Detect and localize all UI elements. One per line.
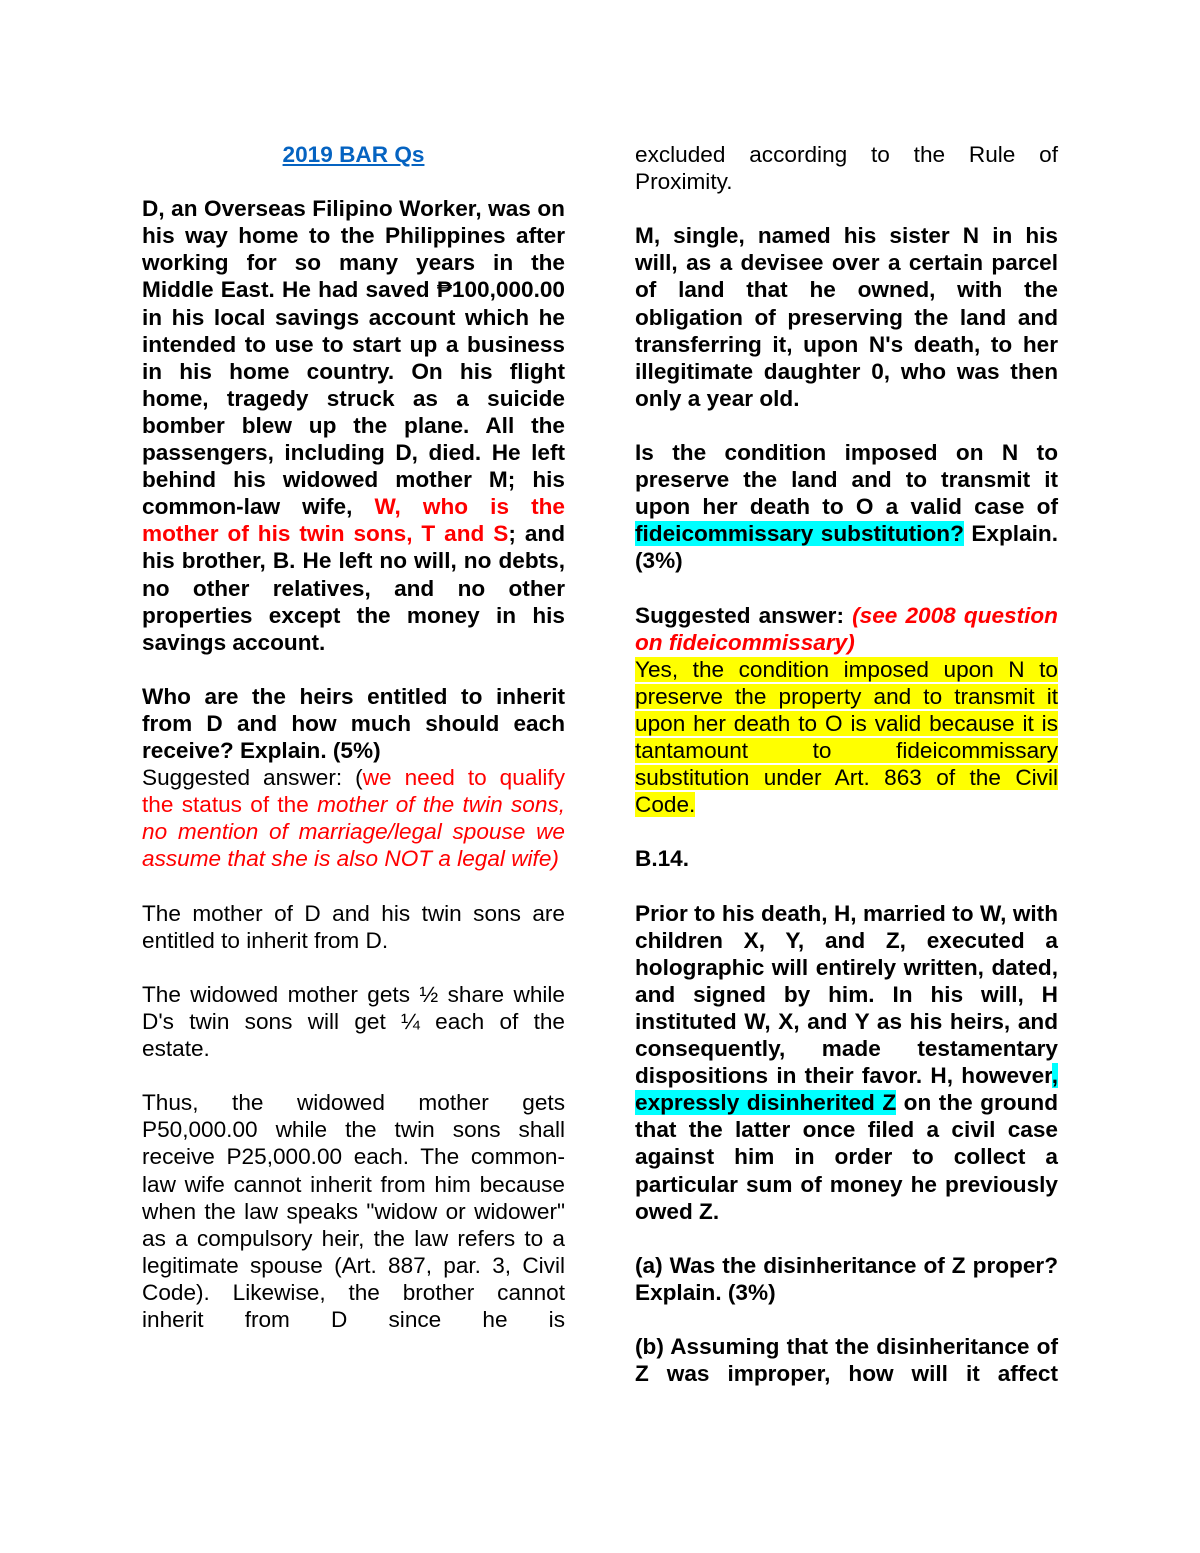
suggested-label: Suggested answer: (635, 602, 853, 628)
suggested-note-red-italic: mother of the twin sons, no mention of marriage/legal spouse we assume that she is also NOT a legal wife) (142, 792, 565, 872)
right-column (635, 141, 1058, 1387)
question-3-number: B.14. (635, 846, 690, 872)
facts-text: D, an Overseas Filipino Worker, was on his way home to the Philippines after working for so many years in the Middle East. He had saved ₱100,000.00 in his local savings account which he intended to use to start up a business in his home country. On his flight home, tragedy struck as a suicide bomber blew up the plane. All the passengers, including D, died. He left behind his widowed mother M; his common-law wife, (142, 196, 565, 520)
answer-paragraph-1: The mother of D and his twin sons are entitled to inherit from D. (142, 900, 565, 953)
q2-prompt-text: Is the condition imposed on N to preserve the land and to transmit it upon her death to O a valid case of (635, 440, 1058, 520)
question-1-suggested-answer-note (142, 764, 565, 872)
q3-facts-text-end: on the ground that the latter once filed a civil case against him in order to collect a particular sum of money he previously owed Z. (635, 1090, 1059, 1224)
question-1-prompt: Who are the heirs entitled to inherit from D and how much should each receive? Explain. (5%) (142, 683, 565, 764)
question-2-answer (635, 656, 1058, 819)
suggested-label: Suggested answer: ( (142, 765, 363, 791)
question-2-prompt (635, 439, 1058, 574)
question-2-facts: M, single, named his sister N in his will, as a devisee over a certain parcel of land that he owned, with the obligation of preserving the land and transferring it, upon N's death, to her illegitimate daughter 0, who was then only a year old. (635, 223, 1058, 411)
question-3-facts (635, 900, 1058, 1225)
answer-paragraph-3: Thus, the widowed mother gets P50,000.00 while the twin sons shall receive P25,000.00 each. The common-law wife cannot inherit from him because when the law speaks "widow or widower" as a compulsory heir, the law refers to a legitimate spouse (Art. 887, par. 3, Civil Code). Likewise, the brother cannot inherit from D since he is (142, 1090, 565, 1333)
facts-text-end: ; and his brother, B. He left no will, no debts, no other relatives, and no other properties except the money in his savings account. (142, 521, 565, 655)
q3-facts-highlight: , expressly disinherited Z (635, 1063, 1058, 1116)
facts-highlight-red: W, who is the mother of his twin sons, T and S (142, 494, 565, 547)
suggested-note-red: we need to qualify the status of the (142, 765, 565, 818)
q2-prompt-end: Explain. (3%) (635, 521, 1058, 574)
answer-paragraph-2: The widowed mother gets ½ share while D's twin sons will get ¼ each of the estate. (142, 981, 565, 1062)
question-3a: (a) Was the disinheritance of Z proper? Explain. (3%) (635, 1252, 1058, 1305)
answer-continuation: excluded according to the Rule of Proximity. (635, 142, 1058, 195)
q3-facts-text: Prior to his death, H, married to W, with children X, Y, and Z, executed a holographic will entirely written, dated, and signed by him. In his will, H instituted W, X, and Y as his heirs, and consequently, made testamentary dispositions in their favor. H, however (635, 900, 1058, 1089)
question-2-suggested-label (635, 602, 1058, 656)
suggested-note-red: (see 2008 question on fideicommissary) (635, 602, 1058, 655)
q2-answer-highlight: Yes, the condition imposed upon N to preserve the property and to transmit it upon her death to O is valid because it is tantamount to fideicommissary substitution under Art. 863 of the Civil Code. (635, 656, 1058, 818)
question-3b: (b) Assuming that the disinheritance of Z was improper, how will it affect (635, 1334, 1058, 1387)
q2-prompt-highlight: fideicommissary substitution? (635, 521, 964, 547)
page-title: 2019 BAR Qs (282, 142, 425, 167)
question-1-facts (142, 195, 565, 656)
left-column (142, 141, 565, 1333)
